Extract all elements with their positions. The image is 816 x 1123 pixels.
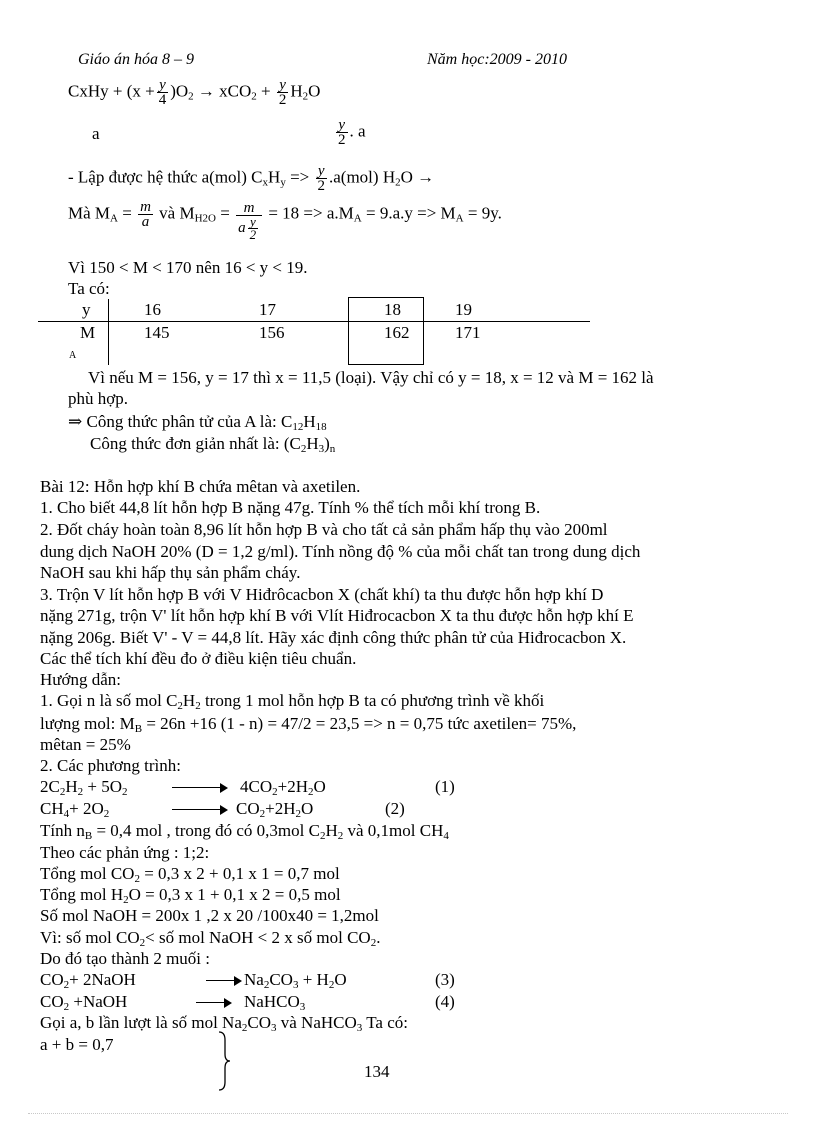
subscript: 3 xyxy=(356,1022,363,1034)
text: H xyxy=(182,691,196,710)
table-cell: 145 xyxy=(144,323,170,342)
reaction-4-products xyxy=(244,992,305,1012)
arrow-right-icon xyxy=(172,805,228,815)
text: O xyxy=(313,777,326,796)
guide-heading: Hướng dẫn: xyxy=(40,670,121,689)
table-cell: 156 xyxy=(259,323,285,342)
frac-den: 2 xyxy=(278,92,287,108)
header-left: Giáo án hóa 8 – 9 xyxy=(78,51,194,68)
frac-den: 2 xyxy=(317,178,325,194)
subscript: n xyxy=(329,443,336,455)
fraction-y-2 xyxy=(277,78,289,107)
subscript: 2 xyxy=(300,443,307,455)
frac-num: y xyxy=(336,118,348,133)
solution-line: Số mol NaOH = 200x 1 ,2 x 20 /100x40 = 1,2mol xyxy=(40,906,379,925)
frac-num: y xyxy=(157,78,169,93)
text: NaHCO xyxy=(244,992,300,1011)
table-hline xyxy=(38,321,590,322)
table-cell: 19 xyxy=(455,300,472,319)
fraction-y-2 xyxy=(248,216,259,241)
text: +2H xyxy=(277,777,308,796)
reaction-3-products xyxy=(244,970,347,990)
reaction-number: (2) xyxy=(385,799,405,818)
curly-brace-icon xyxy=(215,1030,233,1092)
table-cell: y xyxy=(82,300,91,319)
subscript: 2 xyxy=(308,786,314,798)
subscript: 2 xyxy=(63,1001,70,1013)
subscript: 3 xyxy=(292,979,299,991)
text: CO xyxy=(236,799,260,818)
frac-num: y xyxy=(277,78,289,93)
text: CO xyxy=(40,992,64,1011)
table-cell: M xyxy=(80,323,96,342)
simplest-formula-line xyxy=(90,434,335,454)
text: H xyxy=(65,777,78,796)
text: a xyxy=(238,220,246,237)
text: = 9y. xyxy=(463,203,502,223)
subscript: 2 xyxy=(188,90,194,103)
question-2: NaOH sau khi hấp thụ sản phẩm cháy. xyxy=(40,563,301,582)
question-2: 2. Đốt cháy hoàn toàn 8,96 lít hỗn hợp B và cho tất cả sản phẩm hấp thụ vào 200ml xyxy=(40,520,608,539)
text: = 26n +16 (1 - n) = 47/2 = 23,5 => n = 0,75 tức axetilen= 75%, xyxy=(142,714,577,733)
subscript: 2 xyxy=(272,786,278,798)
text: Tính n xyxy=(40,821,85,840)
frac-den: 2 xyxy=(338,132,346,148)
table-vline xyxy=(108,299,109,365)
subscript: 12 xyxy=(292,421,304,433)
text: và 0,1mol CH xyxy=(343,821,444,840)
question-3: 3. Trộn V lít hỗn hợp B với V Hiđrôcacbon X (chất khí) ta thu được hỗn hợp khí D xyxy=(40,585,604,604)
subscript: 2 xyxy=(134,873,140,885)
subscript: 2 xyxy=(59,786,66,798)
eq-text: )O xyxy=(170,81,189,101)
system-equation: a + b = 0,7 xyxy=(40,1035,114,1054)
text: và M xyxy=(154,203,195,223)
text: Tổng mol H xyxy=(40,885,124,904)
text: - Lập được hệ thức a(mol) C xyxy=(68,167,263,187)
eq-text: → xCO xyxy=(193,81,252,101)
subscript: H xyxy=(194,212,203,225)
reaction-arrow xyxy=(172,799,228,819)
fraction-y-2 xyxy=(316,164,328,193)
subscript: 2 xyxy=(177,700,183,712)
subscript: 2 xyxy=(63,979,70,991)
subscript: A xyxy=(353,212,362,225)
subscript: y xyxy=(280,176,286,189)
frac-num: y xyxy=(248,216,259,229)
text: H xyxy=(268,167,281,187)
reaction-arrow xyxy=(196,992,232,1012)
subscript: 2 xyxy=(337,830,344,842)
subscript: 18 xyxy=(315,421,327,433)
conclusion-line: Vì nếu M = 156, y = 17 thì x = 11,5 (loại). Vậy chỉ có y = 18, x = 12 và M = 162 là xyxy=(88,368,654,387)
fraction-y-4 xyxy=(157,78,169,107)
text: .a(mol) H xyxy=(329,167,396,187)
frac-den: 2 xyxy=(249,227,257,243)
text: + 2NaOH xyxy=(69,970,136,989)
text: trong 1 mol hỗn hợp B ta có phương trình về khối xyxy=(200,691,545,710)
text: Mà M xyxy=(68,203,111,223)
text: => xyxy=(285,167,314,187)
eq-text: CxHy + (x + xyxy=(68,81,155,101)
text: và NaHCO xyxy=(276,1013,357,1032)
subscript: 2 xyxy=(251,90,257,103)
reaction-number: (1) xyxy=(435,777,455,796)
arrow-right-icon xyxy=(196,998,232,1008)
ta-co-line: Ta có: xyxy=(68,279,110,298)
subscript: 2 xyxy=(195,700,201,712)
solution-line xyxy=(40,714,576,734)
solution-line: 2. Các phương trình: xyxy=(40,756,181,775)
table-cell: 162 xyxy=(384,323,410,342)
text: 2C xyxy=(40,777,60,796)
table-cell: 17 xyxy=(259,300,276,319)
subscript: 2 xyxy=(395,176,401,189)
subscript: 2 xyxy=(139,937,146,949)
text: O xyxy=(301,799,314,818)
eq-text: + xyxy=(256,81,275,101)
subscript: 3 xyxy=(299,1001,306,1013)
solution-line: Do đó tạo thành 2 muối : xyxy=(40,949,210,968)
table-cell: 16 xyxy=(144,300,161,319)
reaction-arrow xyxy=(206,970,242,990)
subscript: 2 xyxy=(77,786,84,798)
text: O = 0,3 x 1 + 0,1 x 2 = 0,5 mol xyxy=(128,885,341,904)
text: Công thức đơn giản nhất là: (C xyxy=(90,434,301,453)
text: CH xyxy=(40,799,64,818)
subscript: 2 xyxy=(241,1022,248,1034)
subscript: A xyxy=(455,212,464,225)
reaction-1-reactants xyxy=(40,777,128,797)
frac-den xyxy=(236,216,262,241)
fraction-m-ay2 xyxy=(236,201,262,241)
text: = 0,3 x 2 + 0,1 x 1 = 0,7 mol xyxy=(139,864,340,883)
subscript: 2 xyxy=(259,808,266,820)
text: 4CO xyxy=(240,777,273,796)
text: = xyxy=(216,203,235,223)
subscript: 2 xyxy=(202,212,209,225)
text: = 18 => a.M xyxy=(264,203,354,223)
reaction-1-products xyxy=(240,777,326,797)
arrow-right-icon xyxy=(172,783,228,793)
reaction-4-reactants xyxy=(40,992,127,1012)
reaction-3-reactants xyxy=(40,970,136,990)
question-3: Các thể tích khí đều đo ở điều kiện tiêu chuẩn. xyxy=(40,649,357,668)
solution-line xyxy=(40,691,544,711)
text: +NaOH xyxy=(69,992,128,1011)
subscript: A xyxy=(110,212,118,225)
eq-text: O xyxy=(308,81,321,101)
frac-num: y xyxy=(316,164,328,179)
reaction-2-reactants xyxy=(40,799,109,819)
eq-text: H xyxy=(290,81,303,101)
solution-line xyxy=(40,864,340,884)
table-cell: 18 xyxy=(384,300,401,319)
text: + 2O xyxy=(69,799,104,818)
solution-line xyxy=(40,928,380,948)
text: Tổng mol CO xyxy=(40,864,135,883)
subscript: 2 xyxy=(319,830,326,842)
text: < số mol NaOH < 2 x số mol CO xyxy=(145,928,371,947)
table-cell: A xyxy=(69,350,77,361)
subscript: O xyxy=(208,212,216,225)
conclusion-line: phù hợp. xyxy=(68,389,128,408)
subscript: 2 xyxy=(103,808,110,820)
text: lượng mol: M xyxy=(40,714,135,733)
text: Na xyxy=(244,970,264,989)
subscript: 3 xyxy=(271,1022,277,1034)
frac-den: 4 xyxy=(158,92,167,108)
text: ) xyxy=(324,434,330,453)
reaction-number: (3) xyxy=(435,970,455,989)
solution-line: mêtan = 25% xyxy=(40,735,131,754)
subscript: B xyxy=(134,723,143,735)
molecular-formula-line xyxy=(68,412,327,432)
solution-line xyxy=(40,821,449,841)
header-right: Năm học:2009 - 2010 xyxy=(427,51,567,68)
text: H xyxy=(303,412,316,431)
frac-num: m xyxy=(236,201,262,216)
subscript: 2 xyxy=(302,90,309,103)
text: +2H xyxy=(265,799,296,818)
reaction-arrow xyxy=(172,777,228,797)
mole-ya-label xyxy=(334,118,366,147)
solution-line: Theo các phản ứng : 1;2: xyxy=(40,843,210,862)
text: + 5O xyxy=(83,777,122,796)
text: = xyxy=(117,203,137,223)
text: Ta có: xyxy=(362,1013,408,1032)
molar-mass-line xyxy=(68,200,502,241)
solution-line xyxy=(40,885,341,905)
fraction-y-2 xyxy=(336,118,348,147)
subscript: 4 xyxy=(443,830,449,842)
question-1: 1. Cho biết 44,8 lít hỗn hợp B nặng 47g. Tính % thể tích mỗi khí trong B. xyxy=(40,498,541,517)
text: H xyxy=(306,434,319,453)
page-number: 134 xyxy=(364,1062,390,1081)
subscript: 2 xyxy=(295,808,301,820)
reaction-number: (4) xyxy=(435,992,455,1011)
frac-num: m xyxy=(140,199,151,215)
eq-text: . a xyxy=(349,121,366,141)
question-2: dung dịch NaOH 20% (D = 1,2 g/ml). Tính nồng độ % của mỗi chất tan trong dung dịch xyxy=(40,542,641,561)
exercise-title: Bài 12: Hỗn hợp khí B chứa mêtan và axetilen. xyxy=(40,477,361,496)
relation-line xyxy=(68,164,434,193)
text: O xyxy=(334,970,347,989)
combustion-equation xyxy=(68,78,320,107)
text: 1. Gọi n là số mol C xyxy=(40,691,178,710)
subscript: 2 xyxy=(370,937,377,949)
range-line: Vì 150 < M < 170 nên 16 < y < 19. xyxy=(68,258,308,277)
text: H xyxy=(325,821,338,840)
text: CO xyxy=(247,1013,271,1032)
table-cell: 171 xyxy=(455,323,481,342)
text: Gọi a, b lần lượt là số mol Na xyxy=(40,1013,242,1032)
arrow-right-icon xyxy=(206,976,242,986)
question-3: nặng 271g, trộn V' lít hỗn hợp khí B với Vlít Hiđrocacbon X ta thu được hỗn hợp khí E xyxy=(40,606,634,625)
text: CO xyxy=(269,970,293,989)
text: = 9.a.y => M xyxy=(361,203,456,223)
text: O → xyxy=(400,167,435,187)
question-3: nặng 206g. Biết V' - V = 44,8 lít. Hãy xác định công thức phân tử của Hiđrocacbon X. xyxy=(40,628,627,647)
text: . xyxy=(376,928,381,947)
subscript: x xyxy=(262,176,269,189)
frac-den: a xyxy=(141,214,150,230)
fraction-m-a xyxy=(138,200,153,229)
subscript: 2 xyxy=(328,979,335,991)
subscript: 2 xyxy=(123,894,129,906)
mole-a-label: a xyxy=(92,124,100,143)
subscript: B xyxy=(84,830,93,842)
text: = 0,4 mol , trong đó có 0,3mol C xyxy=(92,821,320,840)
text: + H xyxy=(298,970,329,989)
subscript: 3 xyxy=(318,443,325,455)
subscript: 2 xyxy=(122,786,128,798)
subscript: 2 xyxy=(263,979,270,991)
text: Vì: số mol CO xyxy=(40,928,140,947)
footer-divider xyxy=(28,1113,788,1114)
text: CO xyxy=(40,970,64,989)
text: ⇒ Công thức phân tử của A là: C xyxy=(68,412,293,431)
reaction-2-products xyxy=(236,799,313,819)
subscript: 4 xyxy=(63,808,70,820)
